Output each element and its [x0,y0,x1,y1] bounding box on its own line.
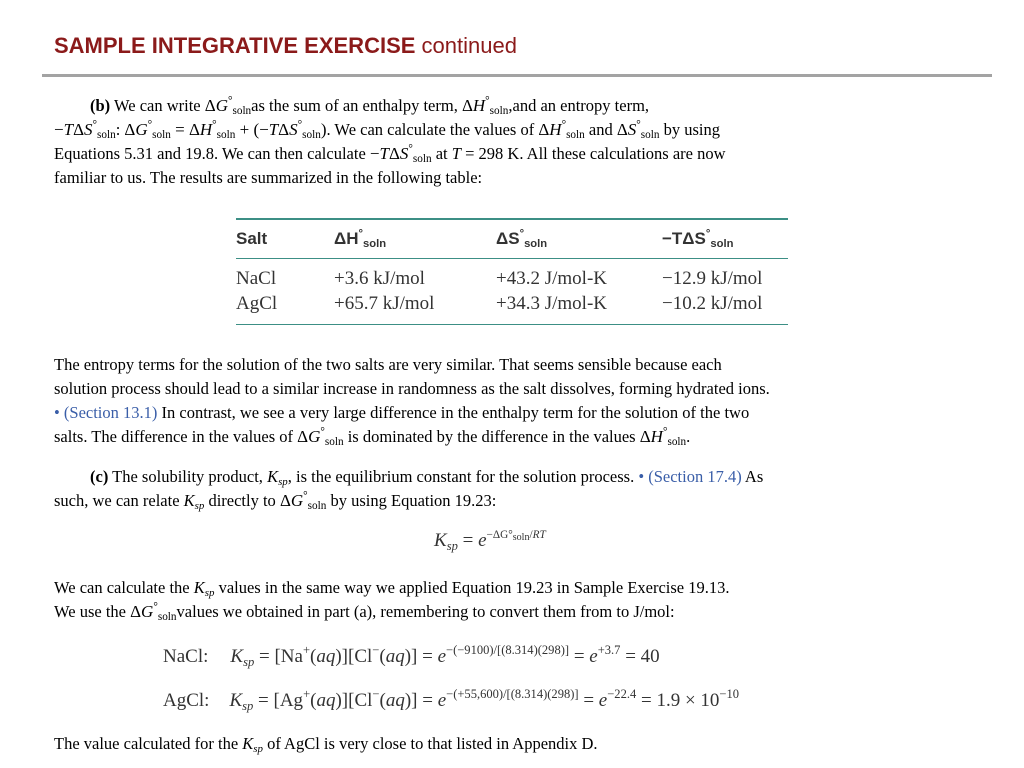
title-continued: continued [415,33,517,58]
math-entropy-term: $-T\Delta S^\circ_{soln}$ [54,119,116,142]
table-cell: AgCl [236,292,278,314]
math-delta-g-soln: $\Delta G^\circ_{soln}$ [297,426,344,449]
section-13-1-link[interactable]: • (Section 13.1) [54,403,158,422]
conclusion-paragraph: The value calculated for the $K_{sp}$ of AgCl is very close to that listed in Appendix D. [54,734,598,756]
agcl-ksp-equation: AgCl: $K_{sp} = [Ag^+(aq)][Cl^-(aq)] = e^{-(+55,600)/[(8.314)(298)]} = e^{-22.4} = 1.9 \times 10^{-10}$ [163,687,740,713]
table-header-row [236,220,788,259]
table-header-cell: Salt [236,229,268,248]
table-header-cell: $\Delta H^\circ_{soln}$ [334,228,387,251]
table-cell: +65.7 kJ/mol [334,292,435,314]
title-bold: SAMPLE INTEGRATIVE EXERCISE [54,33,416,58]
slide-title [54,30,517,62]
math-delta-h-soln: $\Delta H^\circ_{soln}$ [461,95,509,118]
section-17-4-link[interactable]: • (Section 17.4) [638,467,742,486]
nacl-ksp-equation: NaCl: $K_{sp} = [Na^+(aq)][Cl^-(aq)] = e^{-(-9100)/[(8.314)(298)]} = e^{+3.7} = 40$ [163,643,660,669]
table-cell: +43.2 J/mol-K [496,267,607,289]
ksp-equation: $K_{sp} = e^{-\Delta G^\circ_{soln}/RT}$ [434,529,546,553]
table-cell: +34.3 J/mol-K [496,292,607,314]
calculation-paragraph: We can calculate the $K_{sp}$ values in the same way we applied Equation 19.23 in Sample Exercise 19.13. We use the $\Delta G^\circ_{soln}values$ we obtained in part (a), remembering to convert them from to J/mol: [54,578,730,624]
part-c-label: (c) [90,467,109,486]
table-row [236,291,788,316]
math-delta-g-soln: $\Delta G^\circ_{soln}$ [279,490,327,513]
table-row [236,266,788,291]
math-delta-s-soln: $\Delta S^\circ_{soln}$ [616,119,660,142]
math-delta-g-soln: $\Delta G^\circ_{soln}$ [204,95,252,118]
entropy-paragraph: The entropy terms for the solution of the two salts are very similar. That seems sensible because each solution process should lead to a similar increase in randomness as the salt dissolves, forming hydrated ions. • (Section 13.1) In contrast, we see a very large difference in the enthalpy term for the solution of the two salts. The difference in the values of $\Delta G^\circ_{soln}$ is dominated by the difference in the values $\Delta H^\circ_{soln}$. [54,355,770,449]
table-cell: −10.2 kJ/mol [662,292,763,314]
thermo-data-table [236,218,788,325]
table-cell: −12.9 kJ/mol [662,267,763,289]
math-delta-h-soln: $\Delta H^\circ_{soln}$ [538,119,585,142]
math-gibbs-equation: $\Delta G^\circ_{soln} = \Delta H^\circ_{soln} + (-T\Delta S^\circ_{soln})$ [124,119,327,142]
part-c-paragraph: (c) The solubility product, $K_{sp}$, is the equilibrium constant for the solution process. • (Section 17.4) As such, we can relate $K_{sp}$ directly to $\Delta G^\circ_{soln}$ by using Equation 19.23: [54,467,764,513]
table-cell: NaCl [236,267,277,289]
math-delta-g-soln: $\Delta G^\circ_{soln}$ [130,601,177,624]
table-cell: +3.6 kJ/mol [334,267,425,289]
math-delta-h-soln: $\Delta H^\circ_{soln}$ [639,426,687,449]
math-entropy-term: $-T\Delta S^\circ_{soln}$ [369,143,432,166]
part-b-paragraph: (b) We can write $\Delta G^\circ_{soln}as$ the sum of an enthalpy term, $\Delta H^\circ_{soln},and$ an entropy term, $-T\Delta S^\circ_{soln}$: $\Delta G^\circ_{soln} = \Delta H^\circ_{soln} + (-T\Delta S^\circ_{soln})$. We can calculate the values of $\Delta H^\circ_{soln}$ and $\Delta S^\circ_{soln}$ by using Equations 5.31 and 19.8. We can then calculate $-T\Delta S^\circ_{soln}$ at T = 298 K. All these calculations are now familiar to us. The results are summarized in the following table: [54,95,726,187]
table-header-cell: $\Delta S^\circ_{soln}$ [496,228,548,251]
nacl-label: NaCl: [163,646,209,667]
part-b-label: (b) [90,96,111,115]
title-divider [42,74,992,77]
agcl-label: AgCl: [163,690,210,711]
table-header-cell: $-T\Delta S^\circ_{soln}$ [662,228,734,251]
table-body [236,259,788,325]
